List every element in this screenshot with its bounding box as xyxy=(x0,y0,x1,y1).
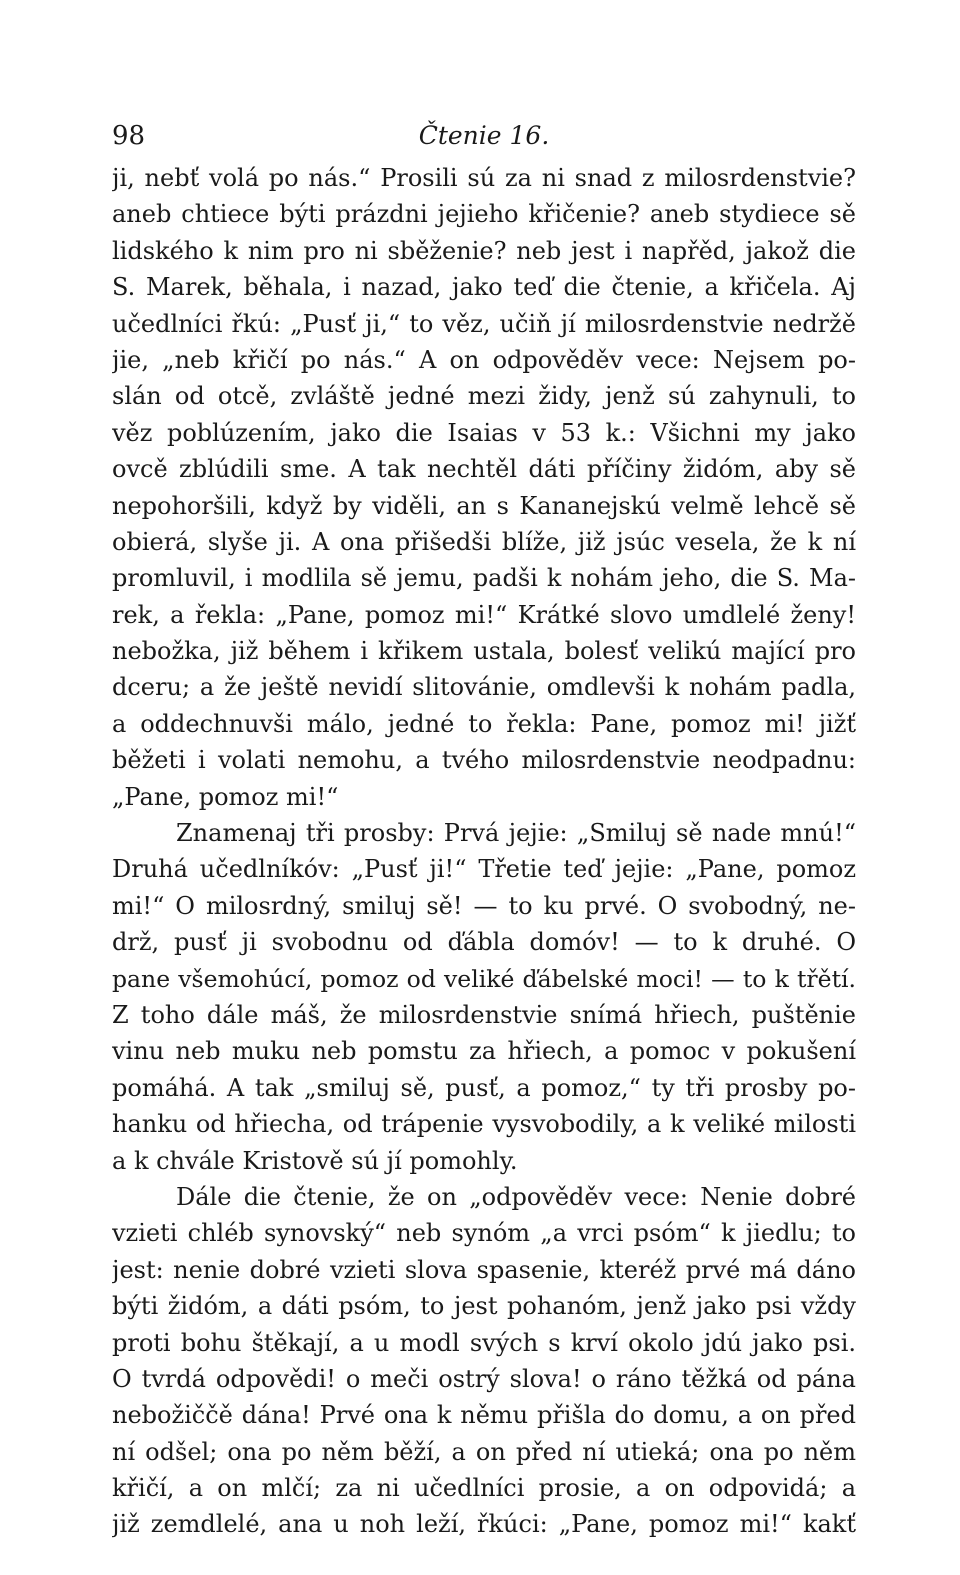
text-line: hanku od hřiecha, od trápenie vysvobodily, a k veliké milosti xyxy=(112,1110,856,1139)
text-line: jie, „neb křičí po nás.“ A on odpověděv vece: Nejsem po- xyxy=(112,345,856,374)
text-line: nebožka, již během i křikem ustala, bolesť velikú mající pro xyxy=(112,637,856,666)
text-line: lidského k nim pro ni sběženie? neb jest i napřěd, jakož die xyxy=(112,236,856,265)
text-line: již zemdlelé, ana u noh leží, řkúci: „Pane, pomoz mi!“ kakť xyxy=(112,1510,856,1539)
text-line: aneb chtiece býti prázdni jejieho křičenie? aneb stydiece sě xyxy=(112,200,856,229)
text-line: „Pane, pomoz mi!“ xyxy=(112,782,339,811)
text-line: drž, pusť ji svobodnu od ďábla domóv! — to k druhé. O xyxy=(112,928,856,957)
page-number: 98 xyxy=(112,121,146,151)
page-header xyxy=(112,120,856,160)
text-line: pomáhá. A tak „smiluj sě, pusť, a pomoz,“ ty tři prosby po- xyxy=(112,1073,856,1102)
text-line: učedlníci řkú: „Pusť ji,“ to věz, učiň jí milosrdenstvie nedržě xyxy=(112,309,856,338)
text-line: promluvil, i modlila sě jemu, padši k nohám jeho, die S. Ma- xyxy=(112,564,856,593)
text-line: býti židóm, a dáti psóm, to jest pohanóm, jenž jako psi vždy xyxy=(112,1292,856,1321)
text-line: rek, a řekla: „Pane, pomoz mi!“ Krátké slovo umdlelé ženy! xyxy=(112,600,856,629)
text-line: ovcě zblúdili sme. A tak nechtěl dáti příčiny židóm, aby sě xyxy=(112,455,856,484)
text-line: mi!“ O milosrdný, smiluj sě! — to ku prvé. O svobodný, ne- xyxy=(112,891,856,920)
text-line: vzieti chléb synovský“ neb synóm „a vrci psóm“ k jiedlu; to xyxy=(112,1219,856,1248)
text-line: slán od otcě, zvláště jedné mezi židy, jenž sú zahynuli, to xyxy=(112,382,856,411)
text-line: Znamenaj tři prosby: Prvá jejie: „Smiluj sě nade mnú!“ xyxy=(176,819,856,848)
text-line: ji, nebť volá po nás.“ Prosili sú za ni snad z milosrdenstvie? xyxy=(112,164,856,192)
text-line: jest: nenie dobré vzieti slova spasenie, kteréž prvé má dáno xyxy=(112,1255,856,1284)
text-line: proti bohu štěkají, a u modl svých s krví okolo jdú jako psi. xyxy=(112,1328,856,1357)
text-line: dceru; a že ještě nevidí slitovánie, omdlevši k nohám padla, xyxy=(112,673,856,702)
text-line: ní odšel; ona po něm běží, a on před ní utieká; ona po něm xyxy=(112,1437,856,1466)
text-line: a k chvále Kristově sú jí pomohly. xyxy=(112,1146,518,1175)
text-line: nebožiččě dána! Prvé ona k němu přišla do domu, a on před xyxy=(112,1401,856,1430)
text-line: věz poblúzením, jako die Isaias v 53 k.: Všichni my jako xyxy=(112,418,856,447)
text-line: nepohoršili, když by viděli, an s Kananejskú velmě lehcě sě xyxy=(112,491,856,520)
text-line: Dále die čtenie, že on „odpověděv vece: Nenie dobré xyxy=(176,1182,856,1211)
text-line: pane všemohúcí, pomoz od veliké ďábelské moci! — to k třětí. xyxy=(112,964,856,993)
text-line: běžeti i volati nemohu, a tvého milosrdenstvie neodpadnu: xyxy=(112,746,856,775)
text-line: obierá, slyše ji. A ona přišedši blíže, již jsúc vesela, že k ní xyxy=(112,527,856,556)
text-line: S. Marek, běhala, i nazad, jako teď die čtenie, a křičela. Aj xyxy=(112,273,856,302)
text-line: Druhá učedlníkóv: „Pusť ji!“ Třetie teď jejie: „Pane, pomoz xyxy=(112,855,856,884)
text-line: a oddechnuvši málo, jedné to řekla: Pane, pomoz mi! jižť xyxy=(112,709,856,738)
text-line: Z toho dále máš, že milosrdenstvie snímá hřiech, puštěnie xyxy=(112,1000,856,1029)
running-head: Čtenie 16. xyxy=(418,121,550,150)
text-line: vinu neb muku neb pomstu za hřiech, a pomoc v pokušení xyxy=(112,1037,856,1066)
text-line: křičí, a on mlčí; za ni učedlníci prosie, a on odpovidá; a xyxy=(112,1474,856,1503)
text-line: O tvrdá odpovědi! o meči ostrý slova! o ráno těžká od pána xyxy=(112,1364,856,1393)
body-text xyxy=(112,160,856,1543)
